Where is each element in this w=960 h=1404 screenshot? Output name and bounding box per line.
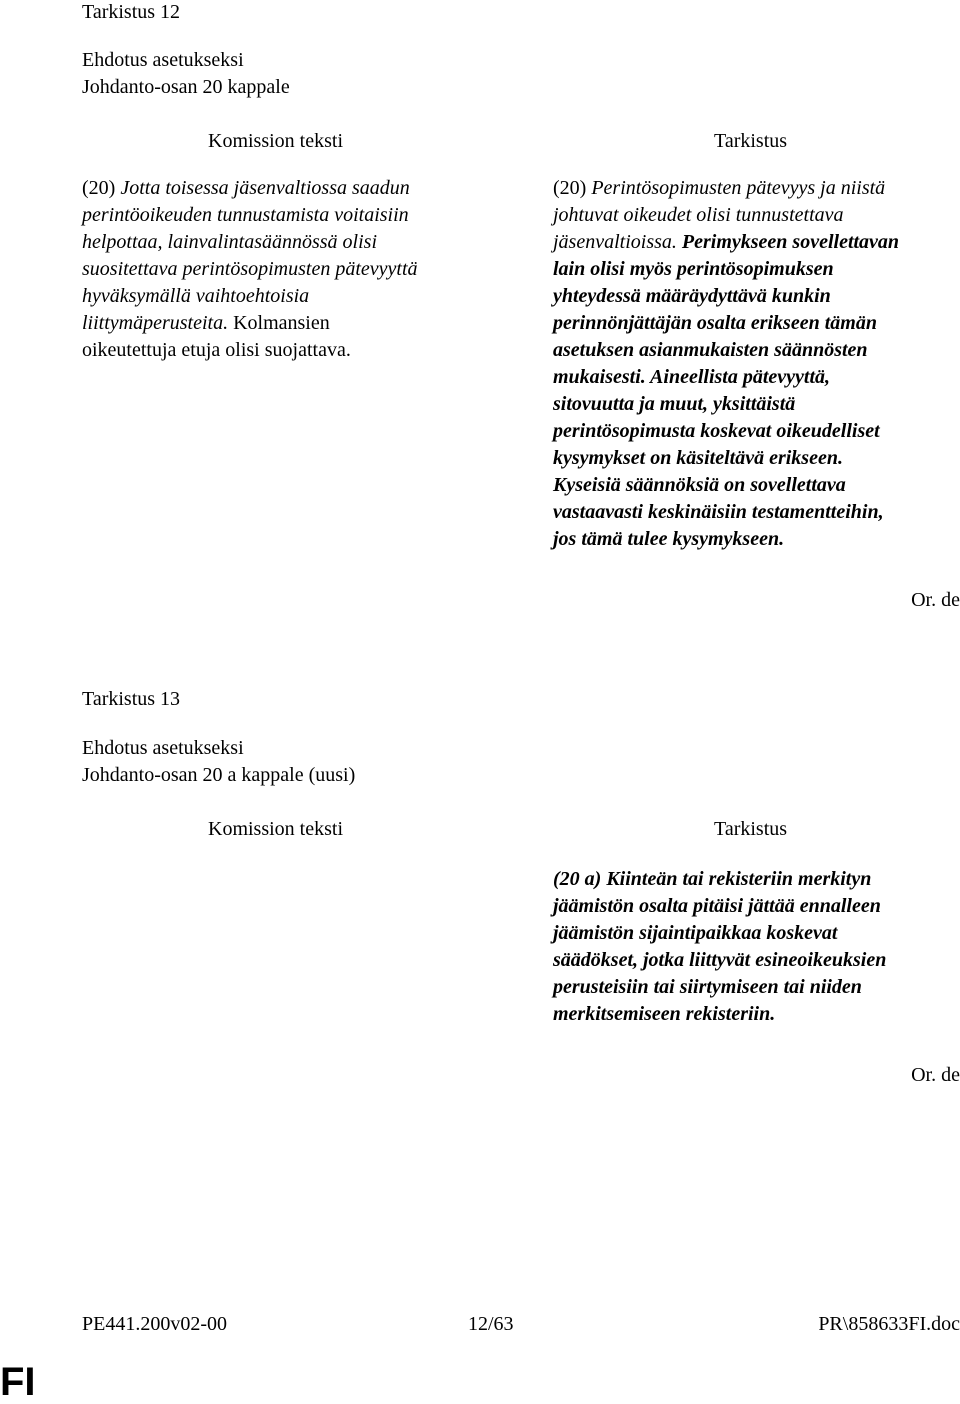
amendment-text: (20 a) Kiinteän tai rekisteriin merkityn jäämistön osalta pitäisi jättää ennalleen jäämistön sijaintipaikkaa koskevat säädökset, jotka liittyvät esineoikeuksien perusteisiin tai siirtymiseen tai niiden merkitsemiseen rekisteriin. bbox=[553, 868, 887, 1025]
document-reference: PE441.200v02-00 bbox=[82, 1313, 227, 1335]
amendment-number: Tarkistus 13 bbox=[82, 688, 181, 710]
reference-line: Johdanto-osan 20 kappale bbox=[82, 76, 290, 98]
commission-text-header: Komission teksti bbox=[208, 818, 344, 840]
amendment-number: Tarkistus 12 bbox=[82, 1, 181, 23]
amendment-header: Tarkistus bbox=[714, 130, 788, 152]
recital-number: (20) bbox=[553, 177, 592, 199]
language-code: FI bbox=[0, 1360, 36, 1404]
amendment-text: (20) Perintösopimusten pätevyys ja niistä johtuvat oikeudet olisi tunnustettava jäsenvaltioissa. Perimykseen sovellettavan lain olisi myös perintösopimuksen yhteydessä määräydyttävä kunkin perinnönjättäjän osalta erikseen tämän asetuksen asianmukaisten säännösten mukaisesti. Aineellista pätevyyttä, sitovuutta ja muut, yksittäistä perintösopimusta koskevat oikeudelliset kysymykset on käsiteltävä erikseen. Kyseisiä säännöksiä on sovellettava vastaavasti keskinäisiin testamentteihin, jos tämä tulee kysymykseen. bbox=[553, 177, 900, 550]
proposal-title: Ehdotus asetukseksi bbox=[82, 737, 244, 759]
recital-number: (20) bbox=[82, 177, 121, 199]
commission-text: (20) Jotta toisessa jäsenvaltiossa saadun perintöoikeuden tunnustamista voitaisiin helpottaa, lainvalintasäännössä olisi suositettava perintösopimusten pätevyyttä hyväksymällä vaihtoehtoisia liittymäperusteita. Kolmansien oikeutettuja etuja olisi suojattava. bbox=[82, 177, 418, 361]
original-language: Or. de bbox=[911, 589, 960, 611]
proposal-title: Ehdotus asetukseksi bbox=[82, 49, 244, 71]
file-name: PR\858633FI.doc bbox=[818, 1313, 960, 1335]
amendment-header: Tarkistus bbox=[714, 818, 788, 840]
reference-line: Johdanto-osan 20 a kappale (uusi) bbox=[82, 764, 356, 786]
original-language: Or. de bbox=[911, 1064, 960, 1086]
page-number: 12/63 bbox=[468, 1313, 514, 1335]
commission-text-header: Komission teksti bbox=[208, 130, 344, 152]
